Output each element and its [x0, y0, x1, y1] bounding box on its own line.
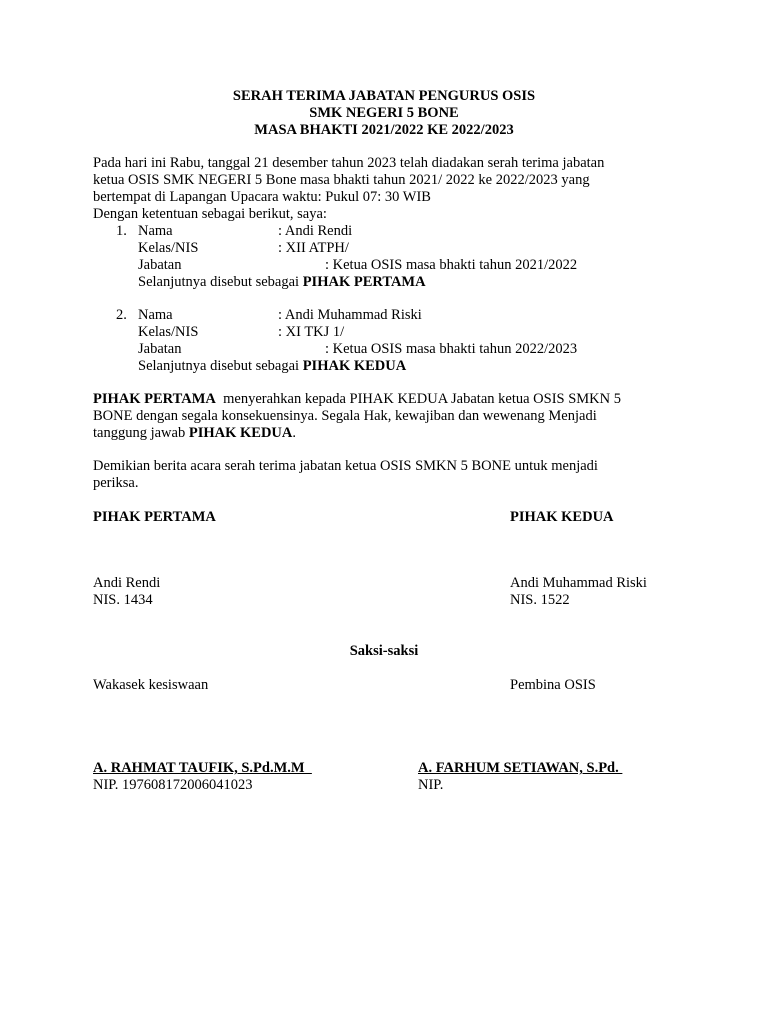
transfer-pihak-pertama: PIHAK PERTAMA	[93, 391, 216, 407]
party2-jabatan-label: Jabatan	[138, 341, 182, 357]
party2-designation	[138, 358, 406, 375]
title-line-2: SMK NEGERI 5 BONE	[309, 105, 459, 121]
intro-line-4: Dengan ketentuan sebagai berikut, saya:	[93, 206, 327, 222]
intro-line-3: bertempat di Lapangan Upacara waktu: Pukul 07: 30 WIB	[93, 189, 431, 205]
party2-nama-value: : Andi Muhammad Riski	[278, 307, 422, 323]
witness-right-name: A. FARHUM SETIAWAN, S.Pd.	[418, 760, 623, 776]
party1-kelas-value: : XII ATPH/	[278, 240, 349, 256]
party2-sebutan: PIHAK KEDUA	[302, 358, 407, 374]
party1-selanjutnya: Selanjutnya disebut sebagai	[138, 274, 303, 290]
intro-line-1: Pada hari ini Rabu, tanggal 21 desember tahun 2023 telah diadakan serah terima jabatan	[93, 155, 605, 171]
party1-kelas-label: Kelas/NIS	[138, 240, 199, 256]
party1-sebutan: PIHAK PERTAMA	[302, 274, 426, 290]
transfer-line-1	[93, 391, 621, 408]
party1-designation	[138, 274, 426, 291]
title-line-3: MASA BHAKTI 2021/2022 KE 2022/2023	[254, 122, 514, 138]
closing-line-2: periksa.	[93, 475, 139, 491]
witness-left-nip: NIP. 197608172006041023	[93, 777, 253, 793]
party1-number: 1.	[116, 223, 127, 239]
signature-left-nis: NIS. 1434	[93, 592, 153, 608]
closing-line-1: Demikian berita acara serah terima jabatan ketua OSIS SMKN 5 BONE untuk menjadi	[93, 458, 598, 474]
party2-kelas-value: : XI TKJ 1/	[278, 324, 345, 340]
party1-nama-value: : Andi Rendi	[278, 223, 353, 239]
signature-right-name: Andi Muhammad Riski	[510, 575, 647, 591]
party1-jabatan-value: : Ketua OSIS masa bhakti tahun 2021/2022	[325, 257, 578, 273]
witnesses-heading: Saksi-saksi	[349, 643, 419, 659]
party2-number: 2.	[116, 307, 127, 323]
transfer-line-2: BONE dengan segala konsekuensinya. Segala Hak, kewajiban dan wewenang Menjadi	[93, 408, 597, 424]
title-line-1: SERAH TERIMA JABATAN PENGURUS OSIS	[232, 88, 536, 104]
signature-right-nis: NIS. 1522	[510, 592, 570, 608]
party2-jabatan-value: : Ketua OSIS masa bhakti tahun 2022/2023	[325, 341, 578, 357]
intro-line-2: ketua OSIS SMK NEGERI 5 Bone masa bhakti tahun 2021/ 2022 ke 2022/2023 yang	[93, 172, 590, 188]
transfer-line-1-rest: menyerahkan kepada PIHAK KEDUA Jabatan ketua OSIS SMKN 5	[215, 391, 621, 407]
party1-nama-label: Nama	[138, 223, 173, 239]
witness-right-role: Pembina OSIS	[510, 677, 596, 693]
transfer-line-3-start: tanggung jawab	[93, 425, 189, 441]
party2-nama-label: Nama	[138, 307, 173, 323]
witness-left-name: A. RAHMAT TAUFIK, S.Pd.M.M	[93, 760, 312, 776]
party2-selanjutnya: Selanjutnya disebut sebagai	[138, 358, 303, 374]
signature-left-name: Andi Rendi	[93, 575, 161, 591]
transfer-line-3	[93, 425, 296, 442]
signature-left-heading: PIHAK PERTAMA	[93, 509, 216, 525]
witness-right-nip: NIP.	[418, 777, 444, 793]
transfer-pihak-kedua: PIHAK KEDUA	[188, 425, 293, 441]
party1-jabatan-label: Jabatan	[138, 257, 182, 273]
party2-kelas-label: Kelas/NIS	[138, 324, 199, 340]
signature-right-heading: PIHAK KEDUA	[510, 509, 614, 525]
witness-left-role: Wakasek kesiswaan	[93, 677, 209, 693]
transfer-line-3-end: .	[292, 425, 296, 441]
